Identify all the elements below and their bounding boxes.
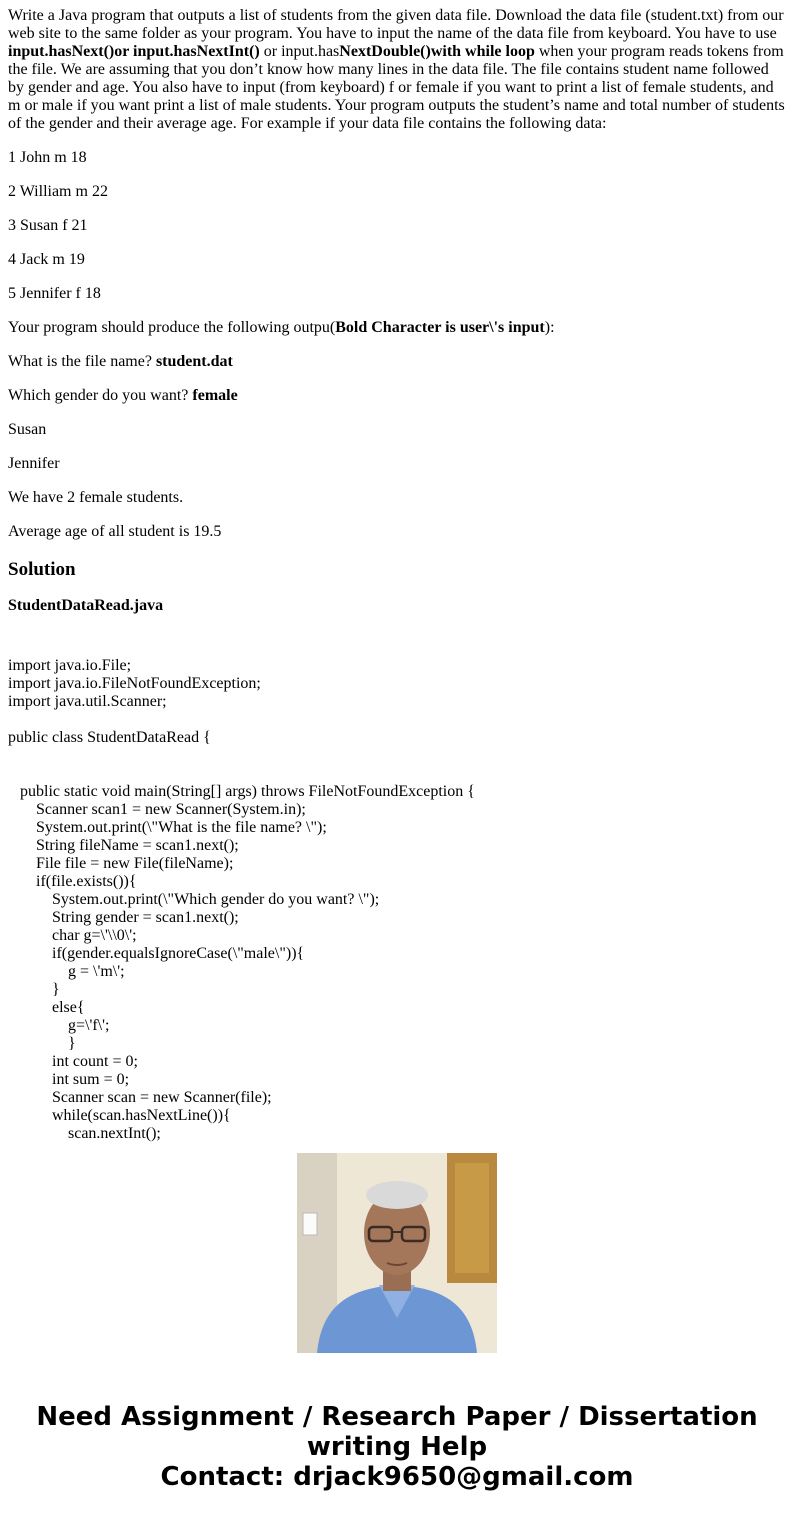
intro-run: input.hasNext()or input.hasNextInt() [8,43,260,60]
file-name-prompt-text: What is the file name? [8,353,156,370]
question-intro [8,7,786,133]
expected-output-prefix: Your program should produce the following outpu( [8,319,336,336]
code-line: public static void main(String[] args) throws FileNotFoundException { [8,783,475,800]
code-line: if(gender.equalsIgnoreCase(\"male\")){ [8,945,305,962]
expected-output-suffix: ): [544,319,555,336]
solution-heading: Solution [8,559,76,580]
code-line: if(file.exists()){ [8,873,137,890]
question-content [8,7,786,1142]
code-line: g=\'f\'; [8,1017,110,1034]
code-line: import java.util.Scanner; [8,693,167,710]
banner-line-1: Need Assignment / Research Paper / Dissertation [36,1402,758,1432]
result-lines [8,421,786,557]
result-line: We have 2 female students. [8,489,184,506]
code-line [8,747,786,765]
code-line: g = \'m\'; [8,963,125,980]
code-line: System.out.print(\"Which gender do you want? \"); [8,891,380,908]
code-line: Scanner scan1 = new Scanner(System.in); [8,801,306,818]
assignment-help-banner [0,1402,794,1492]
result-line: Susan [8,421,47,438]
solution-file-name: StudentDataRead.java [8,597,164,614]
code-line: int count = 0; [8,1053,138,1070]
intro-run: or input.has [259,43,340,60]
gender-prompt-text: Which gender do you want? [8,387,193,404]
result-line: Average age of all student is 19.5 [8,523,222,540]
code-line: while(scan.hasNextLine()){ [8,1107,231,1124]
banner-contact-line: Contact: drjack9650@gmail.com [160,1462,634,1492]
data-line: 4 Jack m 19 [8,251,85,268]
code-line: public class StudentDataRead { [8,729,211,746]
data-line: 1 John m 18 [8,149,87,166]
gender-answer: female [192,387,238,404]
code-line: System.out.print(\"What is the file name? \"); [8,819,327,836]
code-line: } [8,1035,76,1052]
code-line: else{ [8,999,85,1016]
code-line [8,639,786,657]
expected-output-note: Bold Character is user\'s input [335,319,545,336]
intro-run: when your program reads tokens from the file. We are assuming that you don’t know how many lines in the data file. The file contains student name followed by gender and age. You also have to input (from keyboard) f or female if you want to print a list of female students, and m or male if you want print a list of male students. Your program outputs the student’s name and total number of students of the gender and their average age. For example if your data file contains the following data: [8,43,785,132]
code-line: String gender = scan1.next(); [8,909,239,926]
gender-prompt [8,387,786,421]
code-line: scan.nextInt(); [8,1125,161,1142]
data-line: 3 Susan f 21 [8,217,88,234]
code-line: char g=\'\\0\'; [8,927,137,944]
code-line: } [8,981,60,998]
banner-line-2: writing Help [306,1432,488,1462]
author-portrait-image [297,1153,497,1353]
data-line: 2 William m 22 [8,183,108,200]
file-name-prompt [8,353,786,387]
file-name-answer: student.dat [155,353,233,370]
code-line: import java.io.FileNotFoundException; [8,675,261,692]
code-line: import java.io.File; [8,657,132,674]
code-line: int sum = 0; [8,1071,130,1088]
intro-run: Write a Java program that outputs a list of students from the given data file. Download the data file (student.txt) from our web site to the same folder as your program. You have to input the name of the data file from keyboard. You have to use [8,7,784,42]
result-line: Jennifer [8,455,60,472]
data-lines [8,149,786,319]
solution-code [8,639,786,1142]
code-line [8,711,786,729]
code-line: String fileName = scan1.next(); [8,837,239,854]
code-line: Scanner scan = new Scanner(file); [8,1089,272,1106]
code-line: File file = new File(fileName); [8,855,234,872]
author-avatar [297,1153,497,1353]
expected-output-intro [8,319,786,353]
code-line [8,765,786,783]
intro-run: NextDouble()with while loop [339,43,535,60]
data-line: 5 Jennifer f 18 [8,285,101,302]
